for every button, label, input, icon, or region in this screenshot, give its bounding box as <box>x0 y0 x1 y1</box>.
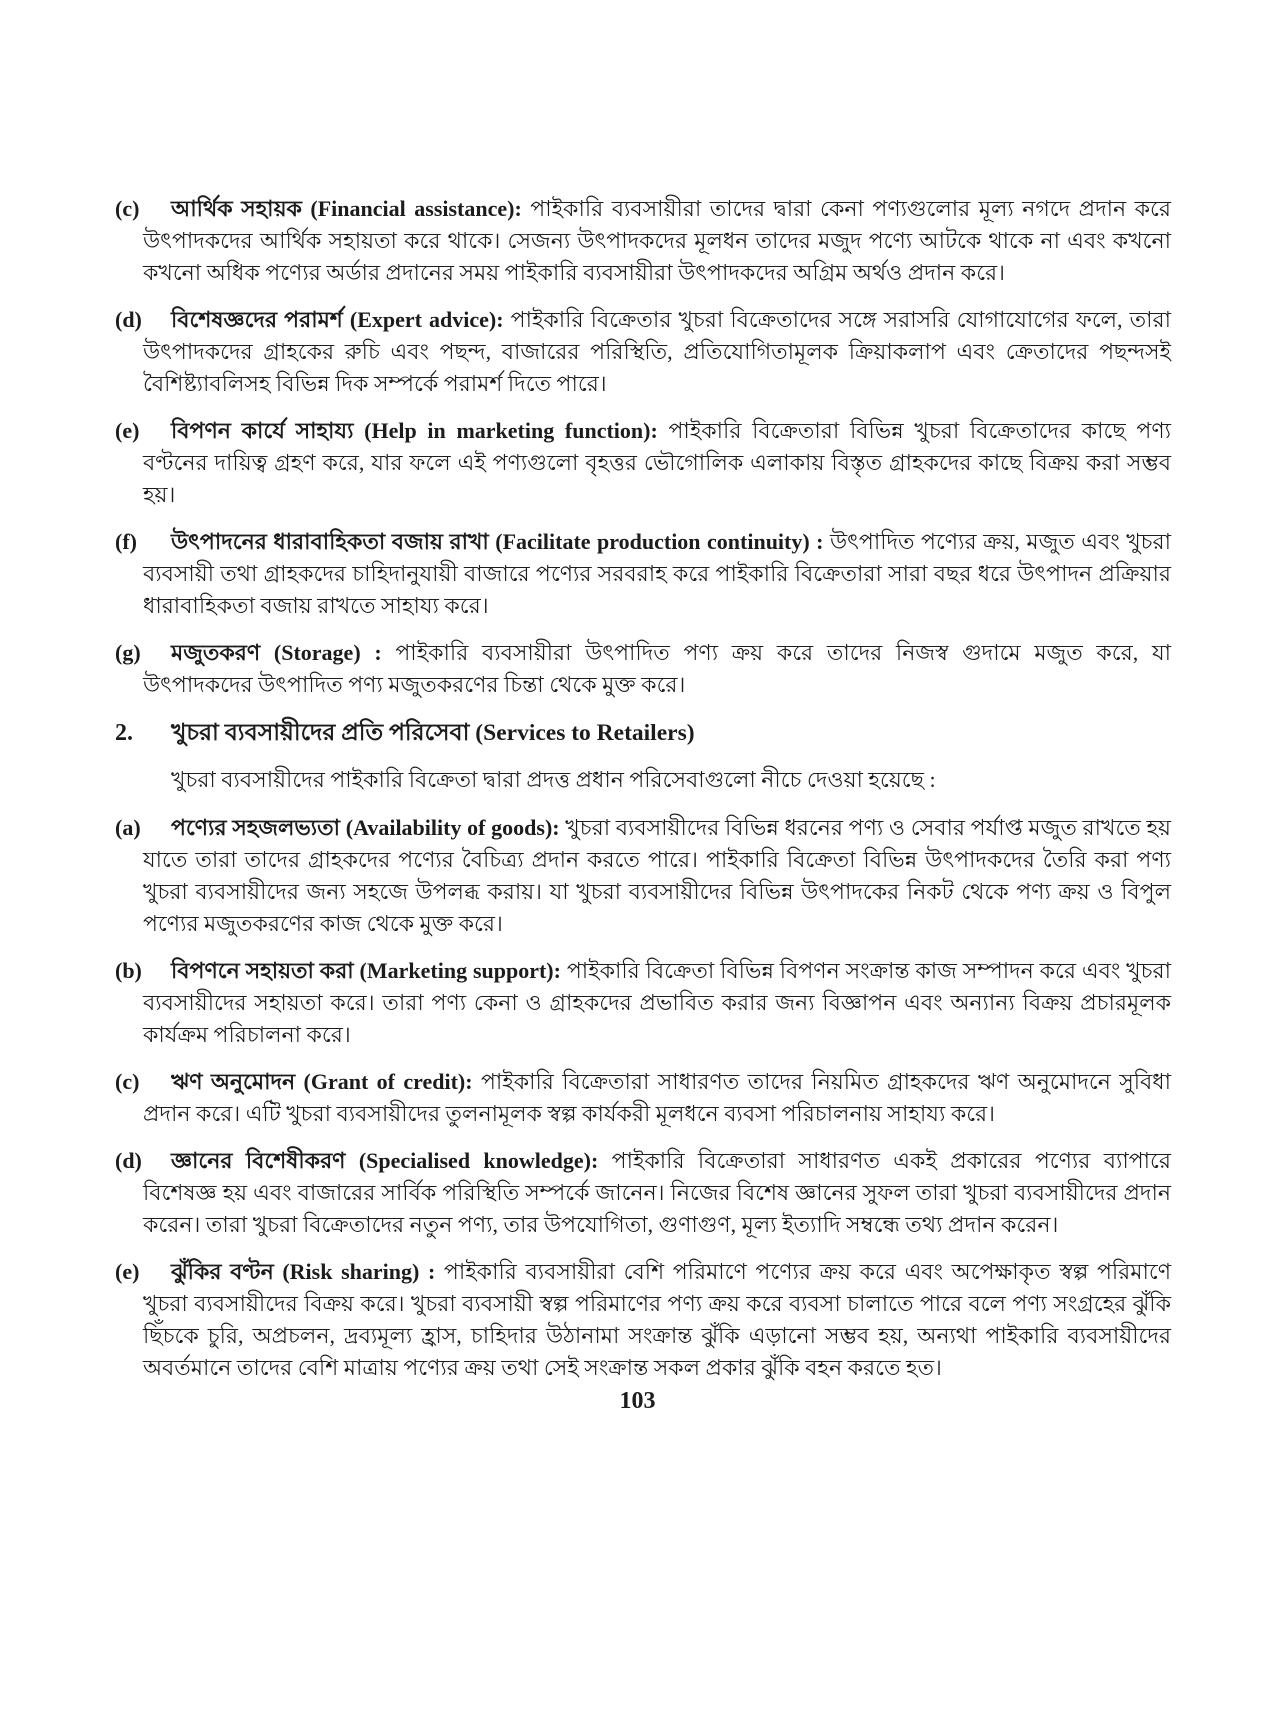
section-heading-services-to-retailers <box>115 716 1171 750</box>
item-marker: (b) <box>115 958 142 983</box>
item-body: পাইকারি ব্যবসায়ীরা তাদের দ্বারা কেনা পণ্যগুলোর মূল্য নগদে প্রদান করে উৎপাদকদের আর্থিক সহায়তা করে থাকে। সেজন্য উৎপাদকদের মূলধন তাদের মজুদ পণ্যে আটকে থাকে না এবং কখনো কখনো অধিক পণ্যের অর্ডার প্রদানের সময় পাইকারি ব্যবসায়ীরা উৎপাদকদের অগ্রিম অর্থও প্রদান করে। <box>143 196 1171 285</box>
item-title: উৎপাদনের ধারাবাহিকতা বজায় রাখা (Facilitate production continuity) : <box>171 529 824 554</box>
item-body: পাইকারি বিক্রেতারা সাধারণত তাদের নিয়মিত গ্রাহকদের ঋণ অনুমোদনে সুবিধা প্রদান করে। এটি খুচরা ব্যবসায়ীদের তুলনামূলক স্বল্প কার্যকরী মূলধনে ব্যবসা পরিচালনায় সাহায্য করে। <box>143 1069 1172 1126</box>
list-item-availability-of-goods <box>115 812 1171 940</box>
item-body: পাইকারি ব্যবসায়ীরা উৎপাদিত পণ্য ক্রয় করে তাদের নিজস্ব গুদামে মজুত করে, যা উৎপাদকদের উৎপাদিত পণ্য মজুতকরণের চিন্তা থেকে মুক্ত করে। <box>143 640 1172 697</box>
item-body: পাইকারি বিক্রেতারা সাধারণত একই প্রকারের পণ্যের ব্যাপারে বিশেষজ্ঞ হয় এবং বাজারের সার্বিক পরিস্থিতি সম্পর্কে জানেন। নিজের বিশেষ জ্ঞানের সুফল তারা খুচরা ব্যবসায়ীদের প্রদান করেন। তারা খুচরা বিক্রেতাদের নতুন পণ্য, তার উপযোগিতা, গুণাগুণ, মূল্য ইত্যাদি সম্বন্ধে তথ্য প্রদান করেন। <box>143 1148 1171 1237</box>
item-body: উৎপাদিত পণ্যের ক্রয়, মজুত এবং খুচরা ব্যবসায়ী তথা গ্রাহকদের চাহিদানুযায়ী বাজারে পণ্যের সরবরাহ করে পাইকারি বিক্রেতারা সারা বছর ধরে উৎপাদন প্রক্রিয়ার ধারাবাহিকতা বজায় রাখতে সাহায্য করে। <box>143 529 1172 618</box>
list-item-grant-of-credit <box>115 1066 1171 1130</box>
item-text <box>143 955 1171 1051</box>
page-content <box>115 193 1171 1399</box>
item-marker: (e) <box>115 418 140 443</box>
section-title: খুচরা ব্যবসায়ীদের প্রতি পরিসেবা (Services to Retailers) <box>171 720 695 746</box>
item-marker: (g) <box>115 640 141 665</box>
item-title: ঝুঁকির বণ্টন (Risk sharing) : <box>171 1259 436 1284</box>
item-marker: (c) <box>115 196 140 221</box>
item-title: বিপণন কার্যে সাহায্য (Help in marketing function): <box>171 418 658 443</box>
item-marker: (d) <box>115 1148 142 1173</box>
page-footer <box>0 1388 1275 1415</box>
item-marker: (e) <box>115 1259 140 1284</box>
item-body: পাইকারি বিক্রেতা বিভিন্ন বিপণন সংক্রান্ত কাজ সম্পাদন করে এবং খুচরা ব্যবসায়ীদের সহায়তা করে। তারা পণ্য কেনা ও গ্রাহকদের প্রভাবিত করার জন্য বিজ্ঞাপন এবং অন্যান্য বিক্রয় প্রচারমূলক কার্যক্রম পরিচালনা করে। <box>143 958 1171 1047</box>
item-marker: (c) <box>115 1069 140 1094</box>
item-text <box>143 526 1171 622</box>
list-item-marketing-support <box>115 955 1171 1051</box>
list-item-financial-assistance <box>115 193 1171 289</box>
item-title: জ্ঞানের বিশেষীকরণ (Specialised knowledge): <box>171 1148 599 1173</box>
item-marker: (a) <box>115 815 141 840</box>
item-marker: (d) <box>115 307 142 332</box>
item-text <box>143 1145 1171 1241</box>
item-marker: (f) <box>115 529 137 554</box>
item-title: মজুতকরণ (Storage) : <box>171 640 382 665</box>
item-title: বিপণনে সহায়তা করা (Marketing support): <box>171 958 561 983</box>
list-item-production-continuity <box>115 526 1171 622</box>
item-title: বিশেষজ্ঞদের পরামর্শ (Expert advice): <box>171 307 504 332</box>
list-item-help-in-marketing <box>115 415 1171 511</box>
item-title: আর্থিক সহায়ক (Financial assistance): <box>171 196 522 221</box>
item-text <box>143 812 1171 940</box>
list-item-storage <box>115 637 1171 701</box>
list-item-specialised-knowledge <box>115 1145 1171 1241</box>
item-title: পণ্যের সহজলভ্যতা (Availability of goods): <box>171 815 560 840</box>
item-body: পাইকারি বিক্রেতার খুচরা বিক্রেতাদের সঙ্গে সরাসরি যোগাযোগের ফলে, তারা উৎপাদকদের গ্রাহকের রুচি এবং পছন্দ, বাজারের পরিস্থিতি, প্রতিযোগিতামূলক ক্রিয়াকলাপ এবং ক্রেতাদের পছন্দসই বৈশিষ্ট্যাবলিসহ বিভিন্ন দিক সম্পর্কে পরামর্শ দিতে পারে। <box>143 307 1172 396</box>
item-text <box>143 1256 1171 1384</box>
item-title: ঋণ অনুমোদন (Grant of credit): <box>171 1069 473 1094</box>
item-text <box>143 193 1171 289</box>
item-text <box>143 1066 1171 1130</box>
item-text <box>143 637 1171 701</box>
page-number: 103 <box>619 1388 656 1414</box>
list-item-expert-advice <box>115 304 1171 400</box>
item-text <box>143 304 1171 400</box>
intro-services-to-retailers: খুচরা ব্যবসায়ীদের পাইকারি বিক্রেতা দ্বারা প্রদত্ত প্রধান পরিসেবাগুলো নীচে দেওয়া হয়েছে : <box>171 767 936 792</box>
section-number: 2. <box>115 720 133 746</box>
item-body: পাইকারি বিক্রেতারা বিভিন্ন খুচরা বিক্রেতাদের কাছে পণ্য বণ্টনের দায়িত্ব গ্রহণ করে, যার ফলে এই পণ্যগুলো বৃহত্তর ভৌগোলিক এলাকায় বিস্তৃত গ্রাহকদের কাছে বিক্রয় করা সম্ভব হয়। <box>143 418 1172 507</box>
item-text <box>143 415 1171 511</box>
list-item-risk-sharing <box>115 1256 1171 1384</box>
item-body: খুচরা ব্যবসায়ীদের বিভিন্ন ধরনের পণ্য ও সেবার পর্যাপ্ত মজুত রাখতে হয় যাতে তারা তাদের গ্রাহকদের পণ্যের বৈচিত্র্য প্রদান করতে পারে। পাইকারি বিক্রেতা বিভিন্ন উৎপাদকদের তৈরি করা পণ্য খুচরা ব্যবসায়ীদের জন্য সহজে উপলব্ধ করায়। যা খুচরা ব্যবসায়ীদের বিভিন্ন উৎপাদকের নিকট থেকে পণ্য ক্রয় ও বিপুল পণ্যের মজুতকরণের কাজ থেকে মুক্ত করে। <box>143 815 1171 936</box>
item-body: পাইকারি ব্যবসায়ীরা বেশি পরিমাণে পণ্যের ক্রয় করে এবং অপেক্ষাকৃত স্বল্প পরিমাণে খুচরা ব্যবসায়ীদের বিক্রয় করে। খুচরা ব্যবসায়ী স্বল্প পরিমাণের পণ্য ক্রয় করে ব্যবসা চালাতে পারে বলে পণ্য সংগ্রহের ঝুঁকি ছিঁচকে চুরি, অপ্রচলন, দ্রব্যমূল্য হ্রাস, চাহিদার উঠানামা সংক্রান্ত ঝুঁকি এড়ানো সম্ভব হয়, অন্যথা পাইকারি ব্যবসায়ীদের অবর্তমানে তাদের বেশি মাত্রায় পণ্যের ক্রয় তথা সেই সংক্রান্ত সকল প্রকার ঝুঁকি বহন করতে হত। <box>143 1259 1172 1380</box>
